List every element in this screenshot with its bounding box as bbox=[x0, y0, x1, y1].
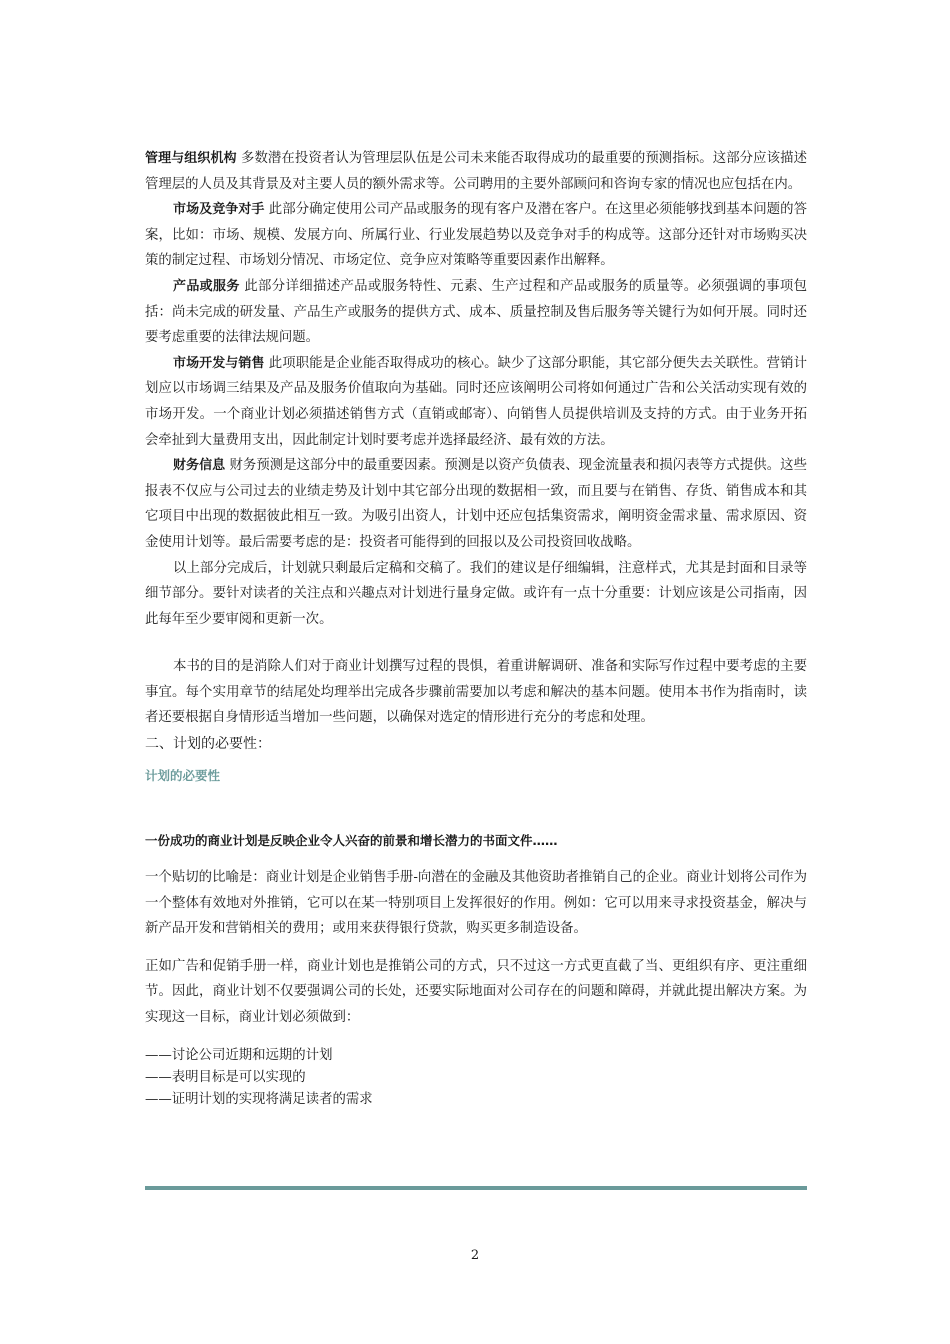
section-text: 多数潜在投资者认为管理层队伍是公司未来能否取得成功的最重要的预测指标。这部分应该描述管理层的人员及其背景及对主要人员的额外需求等。公司聘用的主要外部顾问和咨询专家的情况也应包括在内。 bbox=[145, 151, 807, 192]
section-text: 此部分详细描述产品或服务特性、元素、生产过程和产品或服务的质量等。必须强调的事项包括：尚未完成的研发量、产品生产或服务的提供方式、成本、质量控制及售后服务等关键行为如何开展。同时还要考虑重要的法律法规问题。 bbox=[145, 278, 807, 346]
section-market bbox=[145, 197, 807, 274]
list-item: ——证明计划的实现将满足读者的需求 bbox=[145, 1091, 373, 1107]
section-product bbox=[145, 274, 807, 351]
section-heading: 二、计划的必要性： bbox=[145, 736, 271, 753]
page-number: 2 bbox=[470, 1248, 480, 1263]
section-sales bbox=[145, 351, 807, 453]
closing-paragraph: 以上部分完成后，计划就只剩最后定稿和交稿了。我们的建议是仔细编辑，注意样式，尤其是封面和目录等细节部分。要针对读者的关注点和兴趣点对计划进行量身定做。或许有一点十分重要：计划应该是公司指南，因此每年至少要审阅和更新一次。 bbox=[145, 560, 807, 627]
promo-paragraph: 正如广告和促销手册一样，商业计划也是推销公司的方式，只不过这一方式更直截了当、更组织有序、更注重细节。因此，商业计划不仅要强调公司的长处，还要实际地面对公司存在的问题和障碍，并就此提出解决方案。为实现这一目标，商业计划必须做到： bbox=[145, 958, 807, 1026]
divider-rule bbox=[145, 1186, 807, 1190]
section-lead: 市场及竞争对手 bbox=[173, 202, 265, 218]
section-lead: 管理与组织机构 bbox=[145, 151, 237, 166]
document-body bbox=[145, 146, 807, 1111]
section-text: 此部分确定使用公司产品或服务的现有客户及潜在客户。在这里必须能够找到基本问题的答案，比如：市场、规模、发展方向、所属行业、行业发展趋势以及竞争对手的构成等。这部分还针对市场购买决策的制定过程、市场划分情况、市场定位、竞争应对策略等重要因素作出解释。 bbox=[145, 202, 807, 269]
section-lead: 市场开发与销售 bbox=[173, 355, 265, 371]
section-finance bbox=[145, 453, 807, 555]
purpose-paragraph: 本书的目的是消除人们对于商业计划撰写过程的畏惧，着重讲解调研、准备和实际写作过程中要考虑的主要事宜。每个实用章节的结尾处均理举出完成各步骤前需要加以考虑和解决的基本问题。使用本书作为指南时，读者还要根据自身情形适当增加一些问题，以确保对选定的情形进行充分的考虑和处理。 bbox=[145, 659, 807, 726]
section-management bbox=[145, 146, 807, 197]
section-lead: 产品或服务 bbox=[173, 278, 240, 294]
analogy-paragraph: 一个贴切的比喻是：商业计划是企业销售手册-向潜在的金融及其他资助者推销自己的企业。商业计划将公司作为一个整体有效地对外推销，它可以在某一特别项目上发挥很好的作用。例如：它可以用来寻求投资基金，解决与新产品开发和营销相关的费用；或用来获得银行贷款，购买更多制造设备。 bbox=[145, 870, 807, 937]
requirement-list bbox=[145, 1045, 807, 1111]
list-item: ——讨论公司近期和远期的计划 bbox=[145, 1047, 333, 1063]
spacer bbox=[145, 632, 807, 654]
sub-heading: 计划的必要性 bbox=[145, 768, 221, 784]
bold-statement: 一份成功的商业计划是反映企业令人兴奋的前景和增长潜力的书面文件…… bbox=[145, 833, 558, 849]
section-lead: 财务信息 bbox=[173, 458, 226, 474]
section-text: 此项职能是企业能否取得成功的核心。缺少了这部分职能，其它部分便失去关联性。营销计划应以市场调三结果及产品及服务价值取向为基础。同时还应该阐明公司将如何通过广告和公关活动实现有效的市场开发。一个商业计划必须描述销售方式（直销或邮寄）、向销售人员提供培训及支持的方式。由于业务开拓会牵扯到大量费用支出，因此制定计划时要考虑并选择最经济、最有效的方法。 bbox=[145, 355, 807, 448]
section-text: 财务预测是这部分中的最重要因素。预测是以资产负债表、现金流量表和损闪表等方式提供。这些报表不仅应与公司过去的业绩走势及计划中其它部分出现的数据相一致，而且要与在销售、存货、销售成本和其它项目中出现的数据彼此相互一致。为吸引出资人，计划中还应包括集资需求，阐明资金需求量、需求原因、资金使用计划等。最后需要考虑的是：投资者可能得到的回报以及公司投资回收战略。 bbox=[145, 458, 807, 550]
list-item: ——表明目标是可以实现的 bbox=[145, 1069, 306, 1085]
